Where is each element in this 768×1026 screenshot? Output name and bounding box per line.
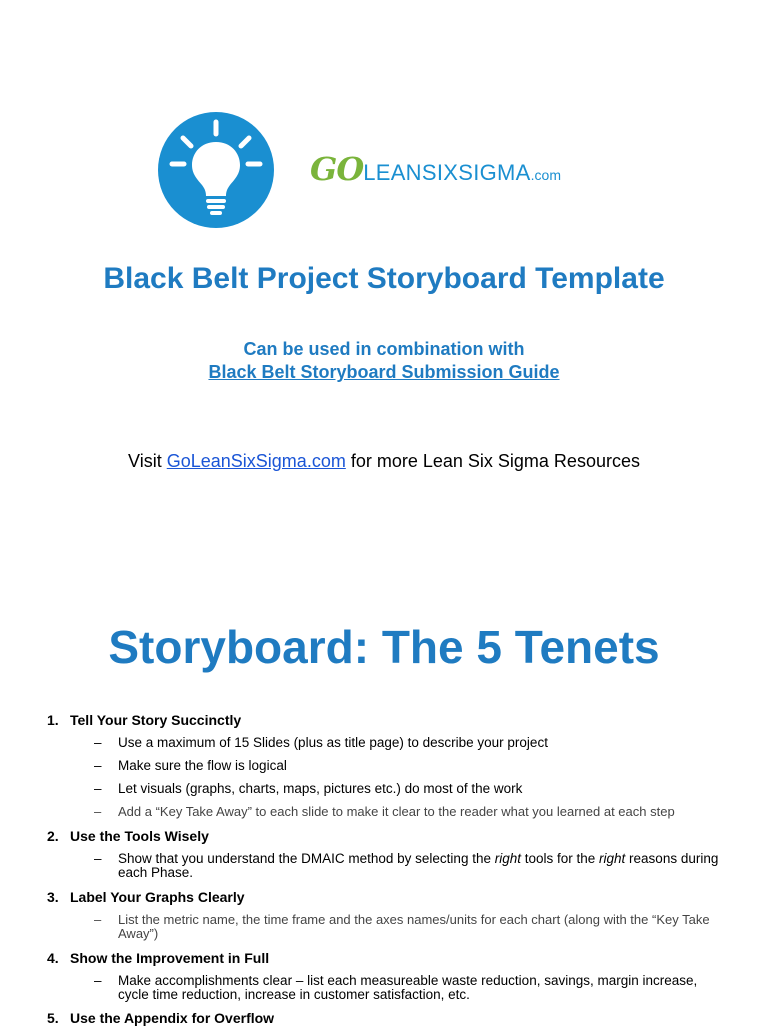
brand-go: GO [310, 150, 364, 188]
item-number: 5. [47, 1010, 59, 1026]
tenets-title: Storyboard: The 5 Tenets [108, 621, 660, 673]
list-item [47, 889, 245, 905]
visit-prefix: Visit [128, 451, 162, 471]
visit-suffix: for more Lean Six Sigma Resources [350, 451, 640, 471]
bullet: – Add a “Key Take Away” to each slide to make it clear to the reader what you learned at each step [94, 804, 675, 819]
brand-name: LEANSIXSIGMA [363, 160, 531, 185]
submission-guide-link[interactable]: Black Belt Storyboard Submission Guide [208, 362, 560, 382]
lightbulb-icon [158, 112, 274, 228]
page-title: Black Belt Project Storyboard Template [103, 262, 665, 295]
brand-logo [310, 150, 561, 190]
subtitle: Can be used in combination with [243, 339, 525, 359]
bullet: – Make accomplishments clear – list each measureable waste reduction, savings, margin increase, cycle time reduction, increase in customer satisfaction, etc. [94, 973, 698, 1002]
item-label: Use the Appendix for Overflow [70, 1010, 275, 1026]
item-number: 2. [47, 828, 59, 844]
item-number: 1. [47, 712, 59, 728]
subtitle-link-line [0, 362, 768, 383]
bullet: – List the metric name, the time frame and the axes names/units for each chart (along with the “Key Take Away”) [94, 912, 710, 941]
website-link[interactable]: GoLeanSixSigma.com [166, 451, 346, 471]
bullet: – Use a maximum of 15 Slides (plus as title page) to describe your project [94, 735, 548, 750]
item-label: Tell Your Story Succinctly [70, 712, 242, 728]
brand-tld: .com [530, 167, 561, 183]
list-item [47, 950, 269, 966]
item-number: 4. [47, 950, 59, 966]
visit-line [0, 451, 768, 472]
item-label: Use the Tools Wisely [70, 828, 209, 844]
item-number: 3. [47, 889, 59, 905]
list-item [47, 828, 209, 844]
item-label: Show the Improvement in Full [70, 950, 270, 966]
item-label: Label Your Graphs Clearly [70, 889, 245, 905]
bullet: – Show that you understand the DMAIC method by selecting the right tools for the right reasons during each Phase. [94, 851, 719, 880]
bullet: – Make sure the flow is logical [94, 758, 287, 773]
list-item [47, 712, 241, 728]
bullet: – Let visuals (graphs, charts, maps, pictures etc.) do most of the work [94, 781, 523, 796]
